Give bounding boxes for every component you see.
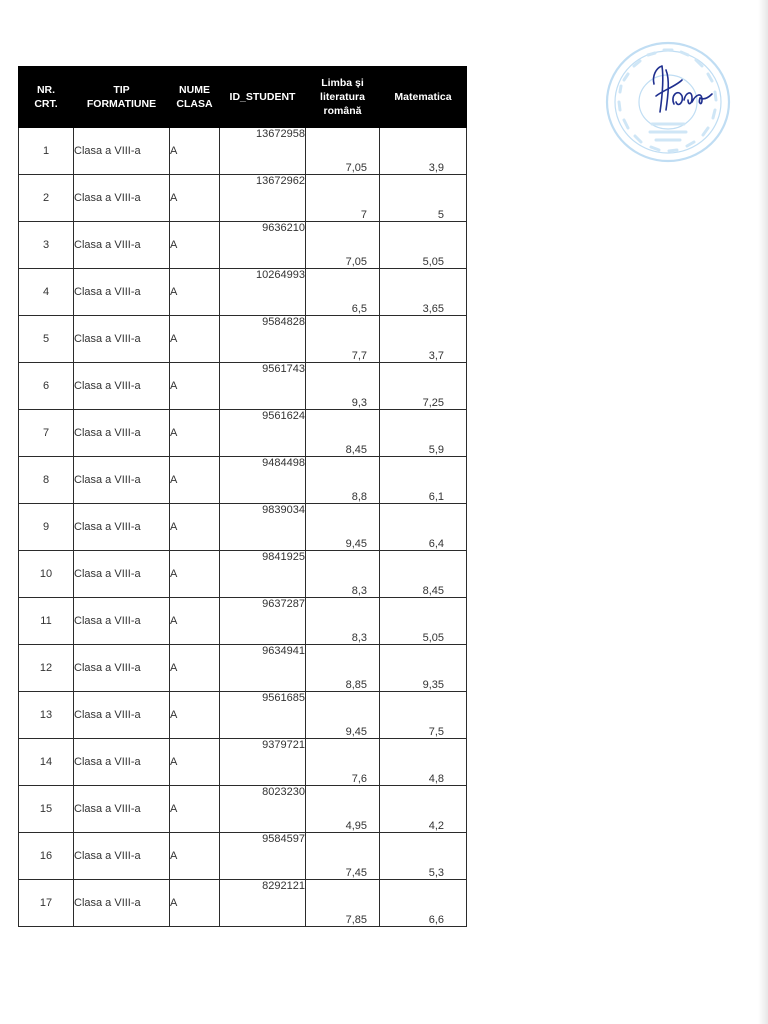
table-row [19, 504, 467, 551]
matematica-grade-cell: 5,9 [380, 410, 467, 457]
table-header-row [19, 67, 467, 128]
nume-clasa-cell: A [170, 363, 220, 410]
limba-romana-grade-cell: 7,7 [306, 316, 380, 363]
row-number-cell: 4 [19, 269, 74, 316]
table-row [19, 410, 467, 457]
tip-formatiune-cell: Clasa a VIII-a [74, 786, 170, 833]
header-matematica [380, 67, 467, 128]
table-row [19, 269, 467, 316]
header-nume-clasa [170, 67, 220, 128]
header-id-student [220, 67, 306, 128]
tip-formatiune-cell: Clasa a VIII-a [74, 692, 170, 739]
table-row [19, 833, 467, 880]
id-student-cell: 9634941 [220, 645, 306, 692]
nume-clasa-cell: A [170, 504, 220, 551]
header-nr-crt [19, 67, 74, 128]
row-number-cell: 3 [19, 222, 74, 269]
id-student-cell: 13672962 [220, 175, 306, 222]
limba-romana-grade-cell: 7,45 [306, 833, 380, 880]
id-student-cell: 9637287 [220, 598, 306, 645]
nume-clasa-cell: A [170, 316, 220, 363]
id-student-cell: 8023230 [220, 786, 306, 833]
signature-icon [653, 66, 712, 112]
header-tip-formatiune [74, 67, 170, 128]
limba-romana-grade-cell: 6,5 [306, 269, 380, 316]
table-row [19, 128, 467, 175]
limba-romana-grade-cell: 7,05 [306, 128, 380, 175]
id-student-cell: 9379721 [220, 739, 306, 786]
limba-romana-grade-cell: 7,85 [306, 880, 380, 927]
matematica-grade-cell: 7,25 [380, 363, 467, 410]
table-row [19, 739, 467, 786]
id-student-cell: 10264993 [220, 269, 306, 316]
tip-formatiune-cell: Clasa a VIII-a [74, 551, 170, 598]
limba-romana-grade-cell: 7,6 [306, 739, 380, 786]
row-number-cell: 13 [19, 692, 74, 739]
nume-clasa-cell: A [170, 128, 220, 175]
tip-formatiune-cell: Clasa a VIII-a [74, 833, 170, 880]
limba-romana-grade-cell: 9,45 [306, 692, 380, 739]
limba-romana-grade-cell: 8,3 [306, 551, 380, 598]
tip-formatiune-cell: Clasa a VIII-a [74, 880, 170, 927]
limba-romana-grade-cell: 8,8 [306, 457, 380, 504]
row-number-cell: 14 [19, 739, 74, 786]
limba-romana-grade-cell: 4,95 [306, 786, 380, 833]
id-student-cell: 9561624 [220, 410, 306, 457]
nume-clasa-cell: A [170, 410, 220, 457]
id-student-cell: 9584597 [220, 833, 306, 880]
row-number-cell: 6 [19, 363, 74, 410]
matematica-grade-cell: 4,2 [380, 786, 467, 833]
table-row [19, 363, 467, 410]
table-row [19, 786, 467, 833]
row-number-cell: 10 [19, 551, 74, 598]
header-limba-line: Limba și [321, 77, 364, 89]
table-row [19, 692, 467, 739]
table-row [19, 551, 467, 598]
tip-formatiune-cell: Clasa a VIII-a [74, 222, 170, 269]
matematica-grade-cell: 6,4 [380, 504, 467, 551]
row-number-cell: 16 [19, 833, 74, 880]
matematica-grade-cell: 3,65 [380, 269, 467, 316]
tip-formatiune-cell: Clasa a VIII-a [74, 598, 170, 645]
tip-formatiune-cell: Clasa a VIII-a [74, 739, 170, 786]
header-romana-line: română [323, 105, 362, 117]
nume-clasa-cell: A [170, 175, 220, 222]
header-matematica-line: Matematica [394, 91, 452, 103]
table-row [19, 645, 467, 692]
nume-clasa-cell: A [170, 269, 220, 316]
matematica-grade-cell: 3,7 [380, 316, 467, 363]
limba-romana-grade-cell: 8,3 [306, 598, 380, 645]
matematica-grade-cell: 6,1 [380, 457, 467, 504]
matematica-grade-cell: 9,35 [380, 645, 467, 692]
header-crt-line: CRT. [34, 98, 58, 110]
row-number-cell: 12 [19, 645, 74, 692]
matematica-grade-cell: 6,6 [380, 880, 467, 927]
tip-formatiune-cell: Clasa a VIII-a [74, 316, 170, 363]
table-row [19, 175, 467, 222]
id-student-cell: 13672958 [220, 128, 306, 175]
nume-clasa-cell: A [170, 833, 220, 880]
nume-clasa-cell: A [170, 645, 220, 692]
header-limba-romana [306, 67, 380, 128]
nume-clasa-cell: A [170, 551, 220, 598]
limba-romana-grade-cell: 9,45 [306, 504, 380, 551]
nume-clasa-cell: A [170, 692, 220, 739]
matematica-grade-cell: 8,45 [380, 551, 467, 598]
nume-clasa-cell: A [170, 222, 220, 269]
id-student-cell: 9584828 [220, 316, 306, 363]
header-literatura-line: literatura [320, 91, 365, 103]
id-student-cell: 9839034 [220, 504, 306, 551]
nume-clasa-cell: A [170, 739, 220, 786]
row-number-cell: 15 [19, 786, 74, 833]
nume-clasa-cell: A [170, 880, 220, 927]
table-row [19, 316, 467, 363]
limba-romana-grade-cell: 7 [306, 175, 380, 222]
round-stamp-icon [607, 43, 729, 161]
row-number-cell: 2 [19, 175, 74, 222]
stamp-with-signature [604, 40, 732, 164]
row-number-cell: 17 [19, 880, 74, 927]
tip-formatiune-cell: Clasa a VIII-a [74, 363, 170, 410]
tip-formatiune-cell: Clasa a VIII-a [74, 410, 170, 457]
id-student-cell: 9561685 [220, 692, 306, 739]
row-number-cell: 11 [19, 598, 74, 645]
tip-formatiune-cell: Clasa a VIII-a [74, 175, 170, 222]
tip-formatiune-cell: Clasa a VIII-a [74, 457, 170, 504]
header-id-line: ID_STUDENT [229, 91, 296, 103]
matematica-grade-cell: 4,8 [380, 739, 467, 786]
row-number-cell: 5 [19, 316, 74, 363]
matematica-grade-cell: 7,5 [380, 692, 467, 739]
matematica-grade-cell: 5 [380, 175, 467, 222]
id-student-cell: 9484498 [220, 457, 306, 504]
header-nume-line: NUME [179, 84, 210, 96]
matematica-grade-cell: 3,9 [380, 128, 467, 175]
matematica-grade-cell: 5,3 [380, 833, 467, 880]
header-tip-line: TIP [113, 84, 130, 96]
row-number-cell: 1 [19, 128, 74, 175]
table-row [19, 222, 467, 269]
row-number-cell: 7 [19, 410, 74, 457]
row-number-cell: 8 [19, 457, 74, 504]
nume-clasa-cell: A [170, 598, 220, 645]
limba-romana-grade-cell: 7,05 [306, 222, 380, 269]
header-clasa-line: CLASA [176, 98, 213, 110]
tip-formatiune-cell: Clasa a VIII-a [74, 504, 170, 551]
tip-formatiune-cell: Clasa a VIII-a [74, 269, 170, 316]
nume-clasa-cell: A [170, 457, 220, 504]
limba-romana-grade-cell: 8,45 [306, 410, 380, 457]
id-student-cell: 9841925 [220, 551, 306, 598]
matematica-grade-cell: 5,05 [380, 222, 467, 269]
limba-romana-grade-cell: 8,85 [306, 645, 380, 692]
matematica-grade-cell: 5,05 [380, 598, 467, 645]
header-nr-line: NR. [36, 84, 56, 96]
id-student-cell: 9636210 [220, 222, 306, 269]
row-number-cell: 9 [19, 504, 74, 551]
table-row [19, 598, 467, 645]
nume-clasa-cell: A [170, 786, 220, 833]
tip-formatiune-cell: Clasa a VIII-a [74, 645, 170, 692]
limba-romana-grade-cell: 9,3 [306, 363, 380, 410]
header-formatiune-line: FORMATIUNE [86, 98, 157, 110]
table-row [19, 880, 467, 927]
table-row [19, 457, 467, 504]
id-student-cell: 9561743 [220, 363, 306, 410]
results-table [18, 66, 467, 927]
scan-edge-shadow [758, 0, 768, 1024]
tip-formatiune-cell: Clasa a VIII-a [74, 128, 170, 175]
id-student-cell: 8292121 [220, 880, 306, 927]
